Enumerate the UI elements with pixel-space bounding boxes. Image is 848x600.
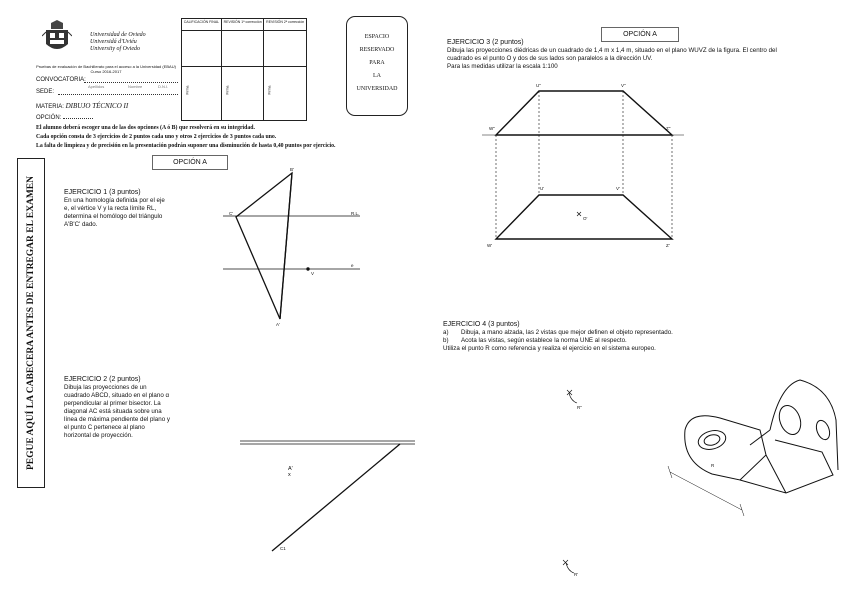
instruction-2: Cada opción consta de 3 ejercicios de 2 puntos cada uno y otros 2 ejercicios de 3 puntos cada uno.	[36, 134, 277, 140]
exercise-2-line: el punto C pertenece al plano	[64, 424, 145, 431]
label-u2: U''	[536, 83, 541, 88]
label-rl: R.L.	[351, 211, 360, 216]
label-v2: V''	[621, 83, 626, 88]
firma-label: Firma	[185, 85, 190, 95]
university-crest	[42, 20, 72, 56]
exercise-2-title: EJERCICIO 2 (2 puntos)	[64, 376, 141, 383]
reserved-line-1: ESPACIO	[364, 34, 390, 40]
plane-trace	[272, 444, 400, 551]
point-r2-mark	[567, 390, 572, 395]
university-line-1: Universidad de Oviedo	[90, 32, 146, 38]
label-ex2-c: C1	[280, 546, 286, 551]
item-text: Acota las vistas, según establece la norma UNE al respecto.	[461, 337, 627, 344]
option-label-left: OPCIÓN A	[152, 155, 228, 170]
label-u1: U'	[540, 186, 545, 191]
exercise-1-line: e, el vértice V y la recta límite RL,	[64, 205, 157, 212]
sede-label: SEDE:	[36, 89, 55, 95]
exercise-1-title: EJERCICIO 1 (3 puntos)	[64, 189, 141, 196]
label-ex2-a: A' x	[288, 466, 293, 478]
opcion-row	[36, 114, 93, 122]
grade-header-rev2: REVISIÓN 2ª corrección	[264, 19, 307, 31]
university-line-2: Universidá d'Uviéu	[90, 39, 137, 45]
exercise-1-diagram	[223, 173, 360, 319]
exercise-3	[447, 38, 842, 71]
plane-projection-vertical	[496, 91, 672, 135]
point-r1-mark	[563, 560, 568, 565]
label-c: C'	[229, 211, 234, 216]
firma-label: Firma	[225, 85, 230, 95]
materia-value: DIBUJO TÉCNICO II	[65, 102, 129, 110]
exercise-2-line: perpendicular al primer bisector. La	[64, 400, 161, 407]
vertex-v-point	[307, 268, 309, 270]
triangle-abc	[236, 173, 292, 319]
exercise-1-line: En una homología definida por el eje	[64, 197, 165, 204]
label-b: B'	[290, 167, 294, 172]
university-name	[90, 32, 146, 53]
label-w1: W'	[487, 243, 493, 248]
instruction-1: El alumno deberá escoger una de las dos opciones (A ó B) que resolverá en su integridad.	[36, 125, 255, 131]
instructions	[36, 124, 335, 151]
grades-table	[181, 18, 307, 121]
point-o-mark	[577, 212, 581, 216]
exercise-1	[64, 188, 234, 229]
exercise-2	[64, 375, 234, 440]
reserved-line-2: RESERVADO	[359, 47, 395, 53]
firma-cell[interactable]	[182, 67, 222, 121]
exercise-3-line: Para las medidas utilizar la escala 1:100	[447, 63, 558, 70]
label-o1: O'	[583, 216, 588, 221]
exercise-2-line: diagonal AC está situada sobre una	[64, 408, 162, 415]
label-w2: W''	[489, 126, 495, 131]
materia-label: MATERIA:	[36, 104, 64, 110]
opcion-label: OPCIÓN:	[36, 115, 62, 121]
convocatoria-row	[36, 76, 178, 84]
exercise-1-line: determina el homólogo del triángulo	[64, 213, 163, 220]
firma-cell[interactable]	[264, 67, 307, 121]
exercise-2-diagram	[240, 441, 415, 551]
side-banner	[17, 158, 45, 488]
sublabel-2: Nombre	[128, 84, 143, 89]
exercise-2-line: línea de máxima pendiente del plano y	[64, 416, 170, 423]
label-r: R	[711, 463, 715, 468]
label-v: V	[311, 271, 315, 276]
exercise-2-line: cuadrado ABCD, situado en el plano α	[64, 392, 170, 399]
reserved-line-5: UNIVERSIDAD	[356, 86, 398, 92]
label-r1: R'	[574, 572, 579, 577]
exercise-4-title: EJERCICIO 4 (3 puntos)	[443, 321, 520, 328]
option-label-right: OPCIÓN A	[601, 27, 679, 42]
convocatoria-label: CONVOCATORIA:	[36, 77, 86, 83]
instruction-3: La falta de limpieza y de precisión en la presentación podrán suponer una disminución de hasta 0,40 puntos por ejercicio.	[36, 143, 336, 149]
dimension-line	[670, 472, 742, 510]
sublabel-1: Apellidos	[88, 84, 105, 89]
grade-cell[interactable]	[264, 31, 307, 67]
sede-field[interactable]	[58, 94, 178, 95]
exercise-2-line: Dibuja las proyecciones de un	[64, 384, 147, 391]
pruebas-note: Pruebas de evaluación de Bachillerato para el acceso a la Universidad (EBAU) Curso 2016-2017	[36, 64, 176, 74]
item-marker: a)	[443, 329, 449, 336]
university-line-3: University of Oviedo	[90, 46, 140, 52]
side-banner-text: PEGUE AQUÍ LA CABECERA ANTES DE ENTREGAR EL EXAMEN	[26, 175, 36, 471]
firma-label: Firma	[267, 85, 272, 95]
triangle-side	[280, 173, 292, 319]
reserved-box	[346, 16, 408, 116]
label-e: e	[351, 263, 354, 268]
label-r2: R''	[577, 405, 582, 410]
exercise-4	[443, 320, 838, 353]
grade-cell[interactable]	[182, 31, 222, 67]
firma-cell[interactable]	[221, 67, 264, 121]
sublabel-3: D.N.I.	[158, 84, 169, 89]
exercise-4-item-b	[443, 337, 838, 345]
label-a: A'	[276, 322, 280, 327]
grade-header-final: CALIFICACIÓN FINAL	[182, 19, 222, 31]
sede-row	[36, 88, 178, 96]
exercise-4-item-a	[443, 329, 838, 337]
exercise-4-note: Utiliza el punto R como referencia y realiza el ejercicio en el sistema europeo.	[443, 345, 656, 352]
exercise-3-title: EJERCICIO 3 (2 puntos)	[447, 39, 524, 46]
grade-header-rev1: REVISIÓN 1ª corrección	[221, 19, 264, 31]
materia-row	[36, 102, 128, 111]
label-v1: V'	[616, 186, 620, 191]
convocatoria-field[interactable]	[84, 82, 178, 83]
label-z2: Z''	[666, 126, 671, 131]
item-text: Dibuja, a mano alzada, las 2 vistas que mejor definen el objeto representado.	[461, 329, 673, 336]
exercise-3-line: cuadrado es el punto O y dos de sus lados son paralelos a la dirección UV.	[447, 55, 653, 62]
reserved-line-4: LA	[373, 73, 381, 79]
item-marker: b)	[443, 337, 449, 344]
exercise-1-line: A'B'C' dado.	[64, 221, 98, 228]
opcion-field[interactable]	[63, 118, 93, 119]
label-z1: Z'	[666, 243, 670, 248]
exercise-4-object	[563, 380, 838, 573]
exercise-3-line: Dibuja las proyecciones diédricas de un cuadrado de 1,4 m x 1,4 m, situado en el plano WUVZ de la figura. El centro del	[447, 47, 777, 54]
exercise-2-line: horizontal de proyección.	[64, 432, 133, 439]
reserved-line-3: PARA	[369, 60, 385, 66]
grade-cell[interactable]	[221, 31, 264, 67]
